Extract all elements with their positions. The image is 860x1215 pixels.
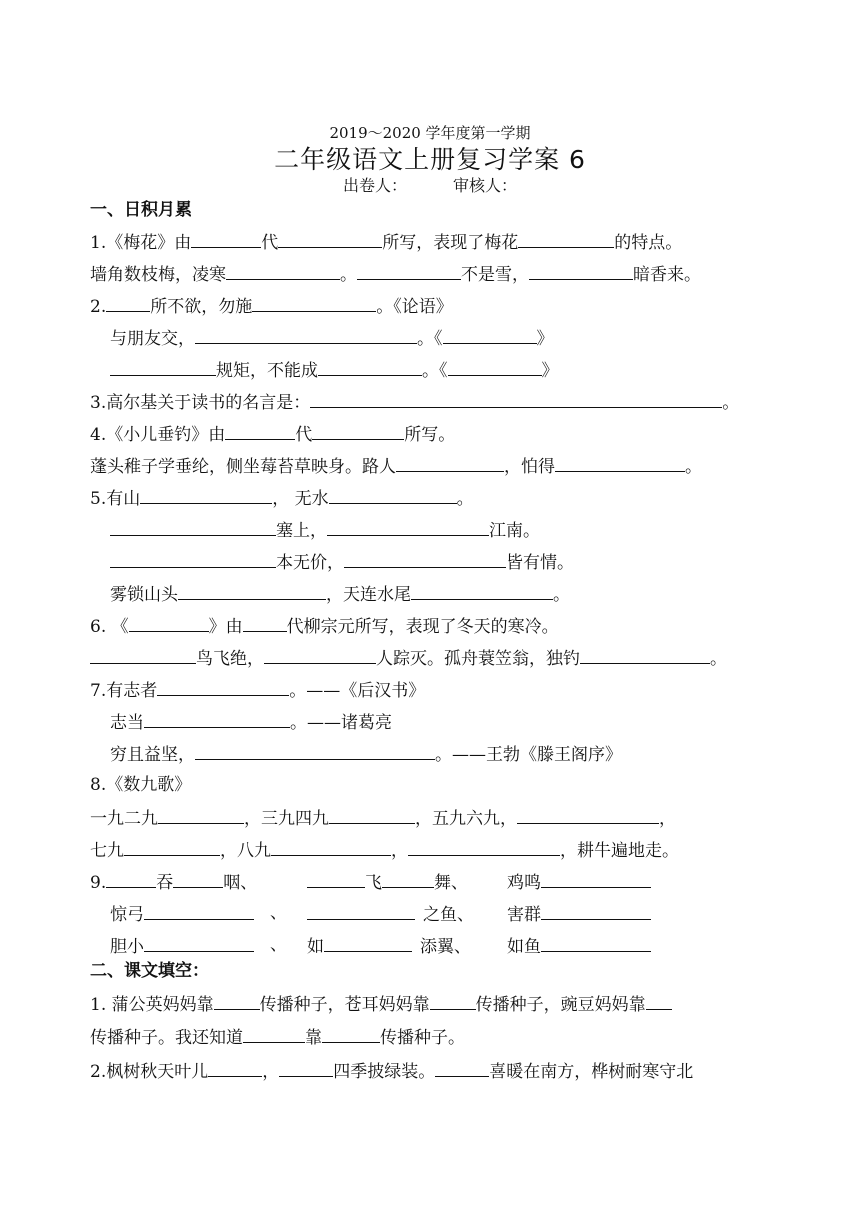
answer-blank[interactable] (646, 991, 672, 1010)
author-label: 出卷人： (342, 176, 407, 195)
answer-blank[interactable] (307, 901, 415, 920)
question-6-line-1: 6. 《 》由 代柳宗元所写，表现了冬天的寒冷。 (90, 613, 559, 639)
answer-blank[interactable] (430, 991, 476, 1010)
question-9-line-1-col-3: 鸡鸣 (507, 869, 651, 895)
school-year: 2019～2020 学年度第一学期 (329, 124, 531, 142)
answer-blank[interactable] (517, 805, 659, 824)
answer-blank[interactable] (140, 485, 272, 504)
answer-blank[interactable] (448, 357, 542, 376)
answer-blank[interactable] (541, 933, 651, 952)
passage-1-line-2: 传播种子。我还知道 靠 传播种子。 (90, 1024, 465, 1050)
question-9-line-1-col-2: 飞 舞、 (307, 869, 468, 895)
answer-blank[interactable] (173, 869, 223, 888)
answer-blank[interactable] (129, 613, 209, 632)
answer-blank[interactable] (327, 517, 489, 536)
question-9-line-3-col-2: 、 (270, 935, 287, 955)
question-9-line-3-col-4: 如鱼 (507, 933, 651, 959)
section-heading-1: 一、日积月累 (90, 200, 192, 220)
author-line (0, 176, 860, 195)
answer-blank[interactable] (555, 453, 685, 472)
answer-blank[interactable] (329, 485, 457, 504)
question-5-line-2: 塞上， 江南。 (110, 517, 540, 543)
answer-blank[interactable] (541, 901, 651, 920)
page-title: 二年级语文上册复习学案 6 (274, 145, 586, 174)
answer-blank[interactable] (408, 837, 560, 856)
answer-blank[interactable] (344, 549, 506, 568)
answer-blank[interactable] (226, 261, 340, 280)
answer-blank[interactable] (110, 549, 276, 568)
question-5-line-3: 本无价， 皆有情。 (110, 549, 574, 575)
answer-blank[interactable] (195, 741, 435, 760)
answer-blank[interactable] (382, 869, 434, 888)
question-2-line-3: 规矩，不能成 。《 》 (110, 357, 559, 383)
answer-blank[interactable] (329, 805, 415, 824)
question-5-line-4: 雾锁山头 ，天连水尾 。 (110, 581, 570, 607)
question-9-line-2-col-2: 、 (270, 903, 287, 923)
answer-blank[interactable] (278, 229, 382, 248)
answer-blank[interactable] (411, 581, 553, 600)
answer-blank[interactable] (312, 421, 404, 440)
answer-blank[interactable] (271, 837, 391, 856)
question-9-line-3-col-3: 如 添翼、 (307, 933, 471, 959)
answer-blank[interactable] (144, 901, 254, 920)
question-2-line-1: 2. 所不欲，勿施 。《论语》 (90, 293, 453, 319)
answer-blank[interactable] (264, 645, 376, 664)
answer-blank[interactable] (110, 517, 276, 536)
question-9-line-2-col-3: 之鱼、 (307, 901, 474, 927)
question-8-line-1: 一九二九 ，三九四九 ，五九六九， ， (90, 805, 676, 831)
question-4-line-2: 蓬头稚子学垂纶，侧坐莓苔草映身。路人 ，怕得 。 (90, 453, 702, 479)
answer-blank[interactable] (243, 613, 287, 632)
question-9-line-2-col-4: 害群 (507, 901, 651, 927)
section-heading-2: 二、课文填空： (90, 961, 209, 981)
answer-blank[interactable] (580, 645, 710, 664)
question-2-line-2: 与朋友交， 。《 》 (110, 325, 554, 351)
answer-blank[interactable] (106, 293, 150, 312)
question-7-line-3: 穷且益坚， 。——王勃《滕王阁序》 (110, 741, 622, 767)
question-4-line-1: 4.《小儿垂钓》由 代 所写。 (90, 421, 455, 447)
answer-blank[interactable] (529, 261, 633, 280)
question-5-line-1: 5.有山 ， 无水 。 (90, 485, 474, 511)
answer-blank[interactable] (90, 645, 196, 664)
answer-blank[interactable] (318, 357, 422, 376)
question-7-line-2: 志当 。——诸葛亮 (110, 709, 392, 735)
question-3: 3.高尔基关于读书的名言是： 。 (90, 389, 739, 415)
answer-blank[interactable] (106, 869, 156, 888)
answer-blank[interactable] (443, 325, 537, 344)
answer-blank[interactable] (541, 869, 651, 888)
answer-blank[interactable] (158, 805, 244, 824)
answer-blank[interactable] (243, 1024, 305, 1043)
answer-blank[interactable] (225, 421, 295, 440)
passage-1-line-1: 1. 蒲公英妈妈靠 传播种子，苍耳妈妈靠 传播种子，豌豆妈妈靠 (90, 991, 672, 1017)
answer-blank[interactable] (178, 581, 326, 600)
answer-blank[interactable] (357, 261, 461, 280)
answer-blank[interactable] (396, 453, 504, 472)
question-8-line-2: 七九 ，八九 ， ，耕牛遍地走。 (90, 837, 679, 863)
answer-blank[interactable] (195, 325, 417, 344)
answer-blank[interactable] (324, 933, 412, 952)
answer-blank[interactable] (518, 229, 614, 248)
answer-blank[interactable] (144, 709, 290, 728)
answer-blank[interactable] (310, 389, 722, 408)
question-9-line-3: 胆小 (110, 933, 254, 959)
answer-blank[interactable] (214, 991, 260, 1010)
question-9-line-1: 9. 吞 咽、 (90, 869, 257, 895)
answer-blank[interactable] (435, 1058, 489, 1077)
answer-blank[interactable] (110, 357, 216, 376)
answer-blank[interactable] (124, 837, 220, 856)
question-1-line-2: 墙角数枝梅，凌寒 。 不是雪， 暗香来。 (90, 261, 701, 287)
answer-blank[interactable] (191, 229, 261, 248)
question-8-title: 8.《数九歌》 (90, 775, 192, 795)
reviewer-label: 审核人： (453, 176, 518, 195)
passage-2-line-1: 2.枫树秋天叶儿 ， 四季披绿装。 喜暖在南方，桦树耐寒守北 (90, 1058, 693, 1084)
question-6-line-2: 鸟飞绝， 人踪灭。孤舟蓑笠翁，独钓 。 (90, 645, 727, 671)
question-9-line-2: 惊弓 (110, 901, 254, 927)
answer-blank[interactable] (322, 1024, 380, 1043)
answer-blank[interactable] (144, 933, 254, 952)
answer-blank[interactable] (279, 1058, 333, 1077)
answer-blank[interactable] (157, 677, 289, 696)
answer-blank[interactable] (252, 293, 376, 312)
question-7-line-1: 7.有志者 。——《后汉书》 (90, 677, 425, 703)
answer-blank[interactable] (307, 869, 365, 888)
answer-blank[interactable] (208, 1058, 262, 1077)
question-1-line-1: 1.《梅花》由 代 所写，表现了梅花 的特点。 (90, 229, 682, 255)
